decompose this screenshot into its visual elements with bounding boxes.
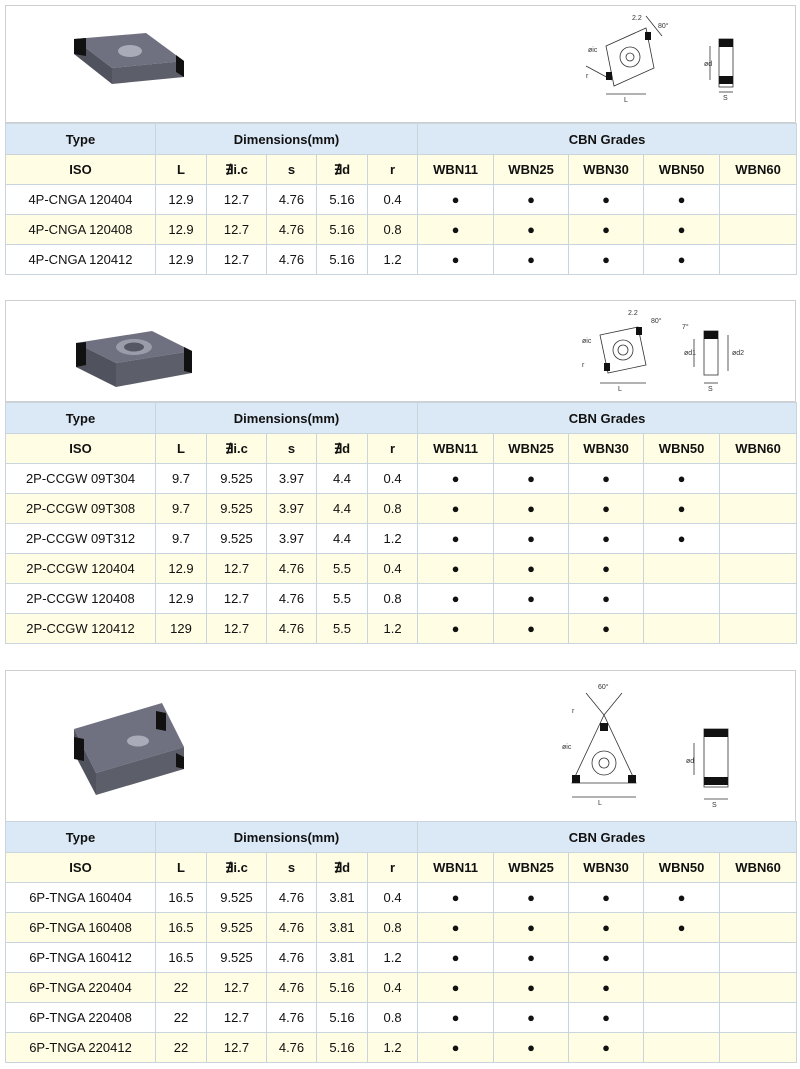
iso-cell: 2P-CCGW 120412 — [6, 614, 156, 644]
radius-cell: 0.4 — [368, 464, 418, 494]
table-row — [6, 1033, 797, 1063]
table-row — [6, 524, 797, 554]
grades-header: CBN Grades — [418, 403, 797, 434]
thickness-cell: 3.97 — [267, 524, 317, 554]
grade-availability-cell: ● — [569, 943, 644, 973]
grade-availability-cell: ● — [494, 614, 569, 644]
table-row — [6, 614, 797, 644]
hole-diameter-cell: 5.16 — [317, 973, 368, 1003]
thickness-cell: 4.76 — [267, 1003, 317, 1033]
hole-diameter-cell: 4.4 — [317, 464, 368, 494]
grade-availability-cell: ● — [494, 464, 569, 494]
iso-header: ISO — [6, 155, 156, 185]
angle-label: 80° — [651, 318, 662, 325]
length-cell: 22 — [156, 973, 207, 1003]
thickness-label: S — [712, 802, 717, 809]
thickness-cell: 4.76 — [267, 245, 317, 275]
col-header-ic: ∄i.c — [207, 434, 267, 464]
radius-cell: 0.8 — [368, 913, 418, 943]
cnga-spec-table — [5, 123, 797, 275]
type-header: Type — [6, 403, 156, 434]
iso-cell: 2P-CCGW 09T304 — [6, 464, 156, 494]
radius-cell: 0.8 — [368, 215, 418, 245]
grade-availability-cell — [720, 554, 797, 584]
iso-cell: 4P-CNGA 120404 — [6, 185, 156, 215]
radius-cell: 1.2 — [368, 1033, 418, 1063]
col-header-d: ∄d — [317, 853, 368, 883]
col-header-l: L — [156, 434, 207, 464]
length-cell: 22 — [156, 1033, 207, 1063]
grade-availability-cell — [720, 943, 797, 973]
grade-availability-cell: ● — [418, 1003, 494, 1033]
iso-cell: 6P-TNGA 220404 — [6, 973, 156, 1003]
hole-diameter-cell: 3.81 — [317, 943, 368, 973]
col-header-s: s — [267, 434, 317, 464]
length-cell: 9.7 — [156, 464, 207, 494]
radius-cell: 0.4 — [368, 554, 418, 584]
thickness-cell: 4.76 — [267, 185, 317, 215]
grade-availability-cell: ● — [418, 464, 494, 494]
grade-availability-cell — [720, 584, 797, 614]
hole-diameter-cell: 5.5 — [317, 554, 368, 584]
grade-availability-cell: ● — [644, 215, 720, 245]
hole-diameter-cell: 5.5 — [317, 614, 368, 644]
insert-image-panel — [5, 5, 796, 123]
col-header-wbn50: WBN50 — [644, 155, 720, 185]
grade-availability-cell — [644, 554, 720, 584]
grade-availability-cell: ● — [418, 614, 494, 644]
length-cell: 9.7 — [156, 524, 207, 554]
table-body — [6, 883, 797, 1063]
grade-availability-cell: ● — [494, 584, 569, 614]
length-cell: 12.9 — [156, 245, 207, 275]
grade-availability-cell: ● — [494, 245, 569, 275]
thickness-cell: 4.76 — [267, 943, 317, 973]
col-header-d: ∄d — [317, 155, 368, 185]
grade-availability-cell: ● — [418, 973, 494, 1003]
grade-availability-cell: ● — [418, 883, 494, 913]
ic-cell: 9.525 — [207, 464, 267, 494]
grade-availability-cell: ● — [418, 185, 494, 215]
ic-cell: 12.7 — [207, 584, 267, 614]
col-header-wbn25: WBN25 — [494, 155, 569, 185]
grade-availability-cell — [644, 1033, 720, 1063]
clearance-angle-label: 7° — [682, 324, 689, 331]
dimensions-header: Dimensions(mm) — [156, 124, 418, 155]
radius-cell: 0.4 — [368, 883, 418, 913]
ic-cell: 12.7 — [207, 1003, 267, 1033]
table-row — [6, 245, 797, 275]
iso-cell: 4P-CNGA 120412 — [6, 245, 156, 275]
ic-cell: 9.525 — [207, 943, 267, 973]
grade-availability-cell — [644, 614, 720, 644]
hole-diameter-cell: 5.16 — [317, 215, 368, 245]
length-cell: 12.9 — [156, 185, 207, 215]
col-header-wbn30: WBN30 — [569, 853, 644, 883]
iso-cell: 2P-CCGW 120408 — [6, 584, 156, 614]
grade-availability-cell: ● — [644, 883, 720, 913]
ic-cell: 12.7 — [207, 973, 267, 1003]
length-cell: 16.5 — [156, 943, 207, 973]
table-row — [6, 913, 797, 943]
table-subheader-row — [6, 434, 797, 464]
hole-label-2: ød2 — [732, 350, 745, 357]
insert-image-panel — [5, 670, 796, 822]
hole-label: ød — [704, 61, 713, 68]
length-cell: 12.9 — [156, 584, 207, 614]
table-row — [6, 215, 797, 245]
col-header-wbn11: WBN11 — [418, 853, 494, 883]
radius-cell: 0.8 — [368, 1003, 418, 1033]
grade-availability-cell: ● — [569, 554, 644, 584]
ic-label: øic — [588, 47, 598, 54]
grade-availability-cell: ● — [494, 185, 569, 215]
grade-availability-cell — [644, 943, 720, 973]
table-header-row — [6, 124, 797, 155]
hole-diameter-cell: 3.81 — [317, 913, 368, 943]
grade-availability-cell — [644, 973, 720, 1003]
col-header-s: s — [267, 853, 317, 883]
grade-availability-cell: ● — [418, 524, 494, 554]
col-header-wbn30: WBN30 — [569, 434, 644, 464]
grade-availability-cell — [720, 215, 797, 245]
grade-availability-cell — [720, 185, 797, 215]
radius-cell: 0.8 — [368, 584, 418, 614]
iso-cell: 2P-CCGW 09T308 — [6, 494, 156, 524]
table-row — [6, 943, 797, 973]
table-row — [6, 464, 797, 494]
col-header-wbn50: WBN50 — [644, 853, 720, 883]
thickness-label: S — [708, 386, 713, 393]
grade-availability-cell: ● — [644, 185, 720, 215]
table-body — [6, 464, 797, 644]
iso-cell: 2P-CCGW 120404 — [6, 554, 156, 584]
thickness-cell: 4.76 — [267, 215, 317, 245]
thickness-cell: 4.76 — [267, 554, 317, 584]
col-header-wbn11: WBN11 — [418, 155, 494, 185]
col-header-r: r — [368, 155, 418, 185]
iso-header: ISO — [6, 434, 156, 464]
col-header-l: L — [156, 155, 207, 185]
col-header-wbn25: WBN25 — [494, 434, 569, 464]
hole-diameter-cell: 4.4 — [317, 494, 368, 524]
length-cell: 12.9 — [156, 215, 207, 245]
radius-cell: 0.4 — [368, 185, 418, 215]
radius-cell: 1.2 — [368, 524, 418, 554]
table-subheader-row — [6, 853, 797, 883]
radius-cell: 0.4 — [368, 973, 418, 1003]
grade-availability-cell: ● — [569, 1033, 644, 1063]
iso-cell: 6P-TNGA 220408 — [6, 1003, 156, 1033]
thickness-cell: 3.97 — [267, 494, 317, 524]
hole-diameter-cell: 3.81 — [317, 883, 368, 913]
hole-diameter-cell: 5.16 — [317, 245, 368, 275]
hole-diameter-cell: 5.16 — [317, 1033, 368, 1063]
iso-cell: 6P-TNGA 220412 — [6, 1033, 156, 1063]
radius-label: r — [586, 73, 589, 80]
grade-availability-cell: ● — [418, 494, 494, 524]
col-header-wbn11: WBN11 — [418, 434, 494, 464]
col-header-ic: ∄i.c — [207, 853, 267, 883]
iso-cell: 6P-TNGA 160412 — [6, 943, 156, 973]
table-row — [6, 973, 797, 1003]
table-row — [6, 494, 797, 524]
col-header-s: s — [267, 155, 317, 185]
table-row — [6, 584, 797, 614]
hole-diameter-cell: 4.4 — [317, 524, 368, 554]
grade-availability-cell — [720, 614, 797, 644]
length-cell: 9.7 — [156, 494, 207, 524]
grade-availability-cell — [644, 584, 720, 614]
grade-availability-cell: ● — [644, 464, 720, 494]
grade-availability-cell: ● — [494, 913, 569, 943]
col-header-wbn60: WBN60 — [720, 155, 797, 185]
ic-cell: 9.525 — [207, 913, 267, 943]
grades-header: CBN Grades — [418, 822, 797, 853]
table-row — [6, 554, 797, 584]
table-row — [6, 1003, 797, 1033]
grade-availability-cell — [720, 1003, 797, 1033]
grade-availability-cell — [720, 524, 797, 554]
table-row — [6, 185, 797, 215]
dimensions-header: Dimensions(mm) — [156, 822, 418, 853]
type-header: Type — [6, 124, 156, 155]
col-header-wbn25: WBN25 — [494, 853, 569, 883]
length-cell: 16.5 — [156, 913, 207, 943]
thickness-cell: 3.97 — [267, 464, 317, 494]
grade-availability-cell — [644, 1003, 720, 1033]
ic-label: øic — [582, 338, 592, 345]
thickness-cell: 4.76 — [267, 973, 317, 1003]
grade-availability-cell — [720, 1033, 797, 1063]
grade-availability-cell: ● — [418, 245, 494, 275]
radius-label: r — [572, 708, 575, 715]
radius-label: r — [582, 362, 585, 369]
table-body — [6, 185, 797, 275]
thickness-cell: 4.76 — [267, 1033, 317, 1063]
grade-availability-cell: ● — [569, 494, 644, 524]
grade-availability-cell — [720, 883, 797, 913]
grade-availability-cell: ● — [494, 943, 569, 973]
ccgw-insert-illustration — [6, 301, 795, 401]
grade-availability-cell: ● — [569, 245, 644, 275]
thickness-cell: 4.76 — [267, 614, 317, 644]
col-header-wbn30: WBN30 — [569, 155, 644, 185]
iso-header: ISO — [6, 853, 156, 883]
grade-availability-cell: ● — [569, 185, 644, 215]
ic-label: øic — [562, 744, 572, 751]
grade-availability-cell: ● — [494, 524, 569, 554]
angle-label: 60° — [598, 684, 609, 691]
hole-diameter-cell: 5.16 — [317, 1003, 368, 1033]
length-label: L — [598, 800, 602, 807]
grade-availability-cell: ● — [644, 913, 720, 943]
col-header-wbn60: WBN60 — [720, 434, 797, 464]
ic-cell: 12.7 — [207, 1033, 267, 1063]
col-header-wbn50: WBN50 — [644, 434, 720, 464]
thickness-label: S — [723, 95, 728, 102]
length-label: L — [618, 386, 622, 393]
cnga-insert-illustration — [6, 6, 795, 122]
grade-availability-cell — [720, 245, 797, 275]
table-header-row — [6, 403, 797, 434]
grade-availability-cell — [720, 464, 797, 494]
grade-availability-cell: ● — [494, 973, 569, 1003]
iso-cell: 4P-CNGA 120408 — [6, 215, 156, 245]
grade-availability-cell: ● — [569, 614, 644, 644]
table-row — [6, 883, 797, 913]
ic-cell: 9.525 — [207, 494, 267, 524]
iso-cell: 2P-CCGW 09T312 — [6, 524, 156, 554]
grade-availability-cell — [720, 913, 797, 943]
grade-availability-cell: ● — [494, 215, 569, 245]
grade-availability-cell: ● — [418, 554, 494, 584]
dim-label: 2.2 — [632, 15, 642, 22]
grade-availability-cell — [720, 973, 797, 1003]
length-cell: 129 — [156, 614, 207, 644]
ic-cell: 12.7 — [207, 185, 267, 215]
radius-cell: 1.2 — [368, 245, 418, 275]
table-header-row — [6, 822, 797, 853]
ic-cell: 12.7 — [207, 215, 267, 245]
grade-availability-cell: ● — [644, 524, 720, 554]
type-header: Type — [6, 822, 156, 853]
tnga-insert-illustration — [6, 671, 795, 821]
grade-availability-cell: ● — [418, 913, 494, 943]
radius-cell: 1.2 — [368, 943, 418, 973]
grade-availability-cell — [720, 494, 797, 524]
grade-availability-cell: ● — [418, 1033, 494, 1063]
ic-cell: 9.525 — [207, 883, 267, 913]
grade-availability-cell: ● — [569, 524, 644, 554]
radius-cell: 1.2 — [368, 614, 418, 644]
grade-availability-cell: ● — [494, 494, 569, 524]
grade-availability-cell: ● — [569, 464, 644, 494]
grade-availability-cell: ● — [418, 584, 494, 614]
grade-availability-cell: ● — [494, 883, 569, 913]
insert-image-panel — [5, 300, 796, 402]
col-header-r: r — [368, 853, 418, 883]
ic-cell: 12.7 — [207, 614, 267, 644]
length-cell: 16.5 — [156, 883, 207, 913]
length-label: L — [624, 97, 628, 104]
iso-cell: 6P-TNGA 160404 — [6, 883, 156, 913]
grade-availability-cell: ● — [569, 584, 644, 614]
grade-availability-cell: ● — [569, 883, 644, 913]
table-subheader-row — [6, 155, 797, 185]
hole-label: ød — [686, 758, 695, 765]
grades-header: CBN Grades — [418, 124, 797, 155]
grade-availability-cell: ● — [569, 973, 644, 1003]
ic-cell: 12.7 — [207, 554, 267, 584]
thickness-cell: 4.76 — [267, 883, 317, 913]
hole-diameter-cell: 5.5 — [317, 584, 368, 614]
col-header-r: r — [368, 434, 418, 464]
grade-availability-cell: ● — [569, 215, 644, 245]
grade-availability-cell: ● — [418, 943, 494, 973]
col-header-ic: ∄i.c — [207, 155, 267, 185]
grade-availability-cell: ● — [644, 494, 720, 524]
grade-availability-cell: ● — [494, 554, 569, 584]
thickness-cell: 4.76 — [267, 913, 317, 943]
grade-availability-cell: ● — [569, 1003, 644, 1033]
radius-cell: 0.8 — [368, 494, 418, 524]
grade-availability-cell: ● — [644, 245, 720, 275]
col-header-l: L — [156, 853, 207, 883]
grade-availability-cell: ● — [494, 1033, 569, 1063]
tnga-spec-table — [5, 821, 797, 1063]
hole-diameter-cell: 5.16 — [317, 185, 368, 215]
col-header-d: ∄d — [317, 434, 368, 464]
hole-label-1: ød1 — [684, 350, 697, 357]
ccgw-spec-table — [5, 402, 797, 644]
dimensions-header: Dimensions(mm) — [156, 403, 418, 434]
thickness-cell: 4.76 — [267, 584, 317, 614]
ic-cell: 9.525 — [207, 524, 267, 554]
length-cell: 22 — [156, 1003, 207, 1033]
grade-availability-cell: ● — [569, 913, 644, 943]
ic-cell: 12.7 — [207, 245, 267, 275]
dim-label: 2.2 — [628, 310, 638, 317]
col-header-wbn60: WBN60 — [720, 853, 797, 883]
grade-availability-cell: ● — [418, 215, 494, 245]
length-cell: 12.9 — [156, 554, 207, 584]
iso-cell: 6P-TNGA 160408 — [6, 913, 156, 943]
grade-availability-cell: ● — [494, 1003, 569, 1033]
angle-label: 80° — [658, 23, 669, 30]
